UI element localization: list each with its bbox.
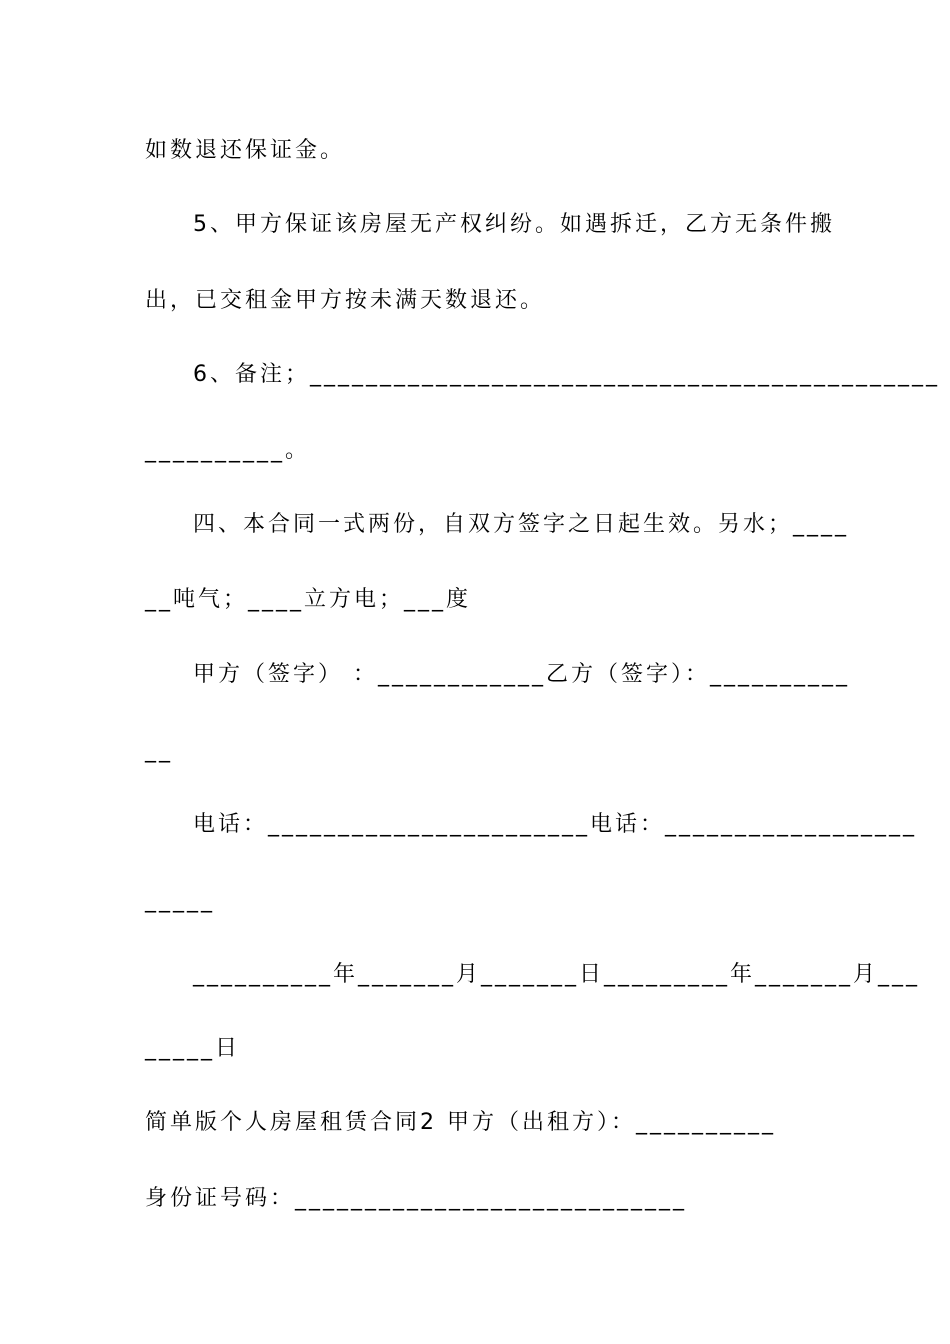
phone-line: 电话：_______________________电话：__________________: [193, 812, 918, 837]
paragraph-line: _____: [145, 888, 215, 913]
paragraph-line: 四、本合同一式两份，自双方签字之日起生效。另水；____: [193, 512, 850, 537]
signature-line: 甲方（签字） ：____________乙方（签字）：__________: [193, 662, 850, 687]
date-line: __________年_______月_______日_________年_______月___: [193, 962, 921, 987]
section-title-line: 简单版个人房屋租赁合同2 甲方（出租方）：__________: [145, 1110, 776, 1135]
paragraph-line: __________。: [145, 438, 311, 463]
id-number-line: 身份证号码：____________________________: [145, 1186, 688, 1211]
paragraph-line: _____日: [145, 1036, 241, 1061]
paragraph-line: 如数退还保证金。: [145, 138, 346, 163]
paragraph-line: 6、备注；_____________________________________________: [193, 362, 940, 387]
paragraph-line: 5、甲方保证该房屋无产权纠纷。如遇拆迁，乙方无条件搬: [193, 212, 835, 237]
paragraph-line: __吨气；____立方电；___度: [145, 587, 472, 612]
paragraph-line: __: [145, 738, 173, 763]
paragraph-line: 出，已交租金甲方按未满天数退还。: [145, 288, 546, 313]
